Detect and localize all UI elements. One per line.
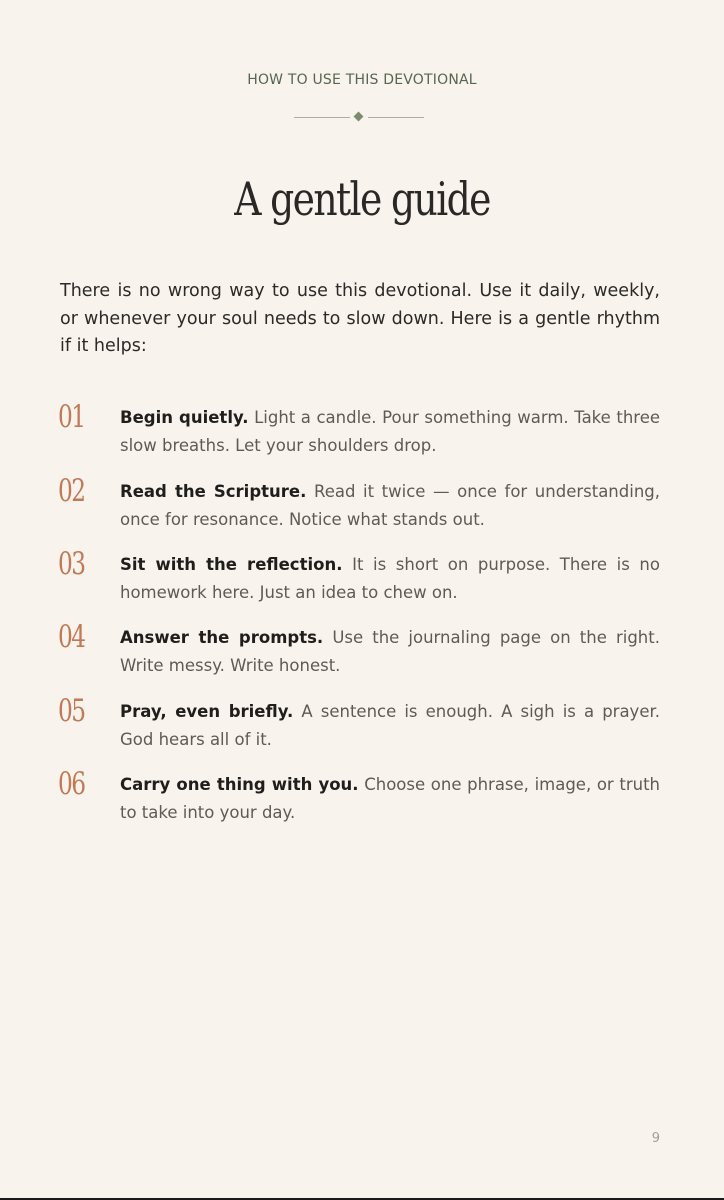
step-number: 01 [58, 399, 85, 435]
step-text [120, 404, 660, 459]
step-item-3 [0, 546, 724, 609]
step-number: 05 [58, 693, 85, 729]
steps-list [0, 399, 724, 842]
step-number: 02 [58, 473, 85, 509]
diamond-icon [354, 112, 364, 122]
step-text [120, 478, 660, 533]
step-text [120, 624, 660, 679]
step-number: 04 [58, 619, 85, 655]
step-body: Choose one phrase, image, or truth to take into your day. [120, 775, 660, 822]
step-body: A sentence is enough. A sigh is a prayer. God hears all of it. [120, 702, 660, 749]
step-heading: Read the Scripture. [120, 482, 307, 501]
step-text [120, 698, 660, 753]
step-heading: Sit with the reflection. [120, 555, 343, 574]
intro-paragraph: There is no wrong way to use this devotional. Use it daily, weekly, or whenever your soul needs to slow down. Here is a gentle rhythm if it helps: [60, 281, 660, 356]
step-item-1 [0, 399, 724, 462]
page-number: 9 [651, 1131, 660, 1146]
step-body: Light a candle. Pour something warm. Take three slow breaths. Let your shoulders drop. [120, 408, 661, 455]
step-item-5 [0, 693, 724, 756]
section-eyebrow: HOW TO USE THIS DEVOTIONAL [247, 72, 477, 88]
step-item-6 [0, 766, 724, 829]
step-body: It is short on purpose. There is no homework here. Just an idea to chew on. [120, 555, 660, 602]
step-item-2 [0, 473, 724, 536]
step-text [120, 771, 660, 826]
step-heading: Answer the prompts. [120, 628, 324, 647]
divider-line-left [294, 117, 350, 118]
step-number: 03 [58, 546, 85, 582]
step-heading: Carry one thing with you. [120, 775, 359, 794]
step-text [120, 551, 660, 606]
step-heading: Begin quietly. [120, 408, 249, 427]
divider-line-right [368, 117, 424, 118]
page-title: A gentle guide [234, 172, 490, 226]
step-body: Read it twice — once for understanding, once for resonance. Notice what stands out. [120, 482, 660, 529]
step-number: 06 [58, 766, 85, 802]
step-item-4 [0, 619, 724, 682]
step-body: Use the journaling page on the right. Write messy. Write honest. [120, 628, 660, 675]
step-heading: Pray, even briefly. [120, 702, 294, 721]
ornament-divider [294, 111, 424, 125]
